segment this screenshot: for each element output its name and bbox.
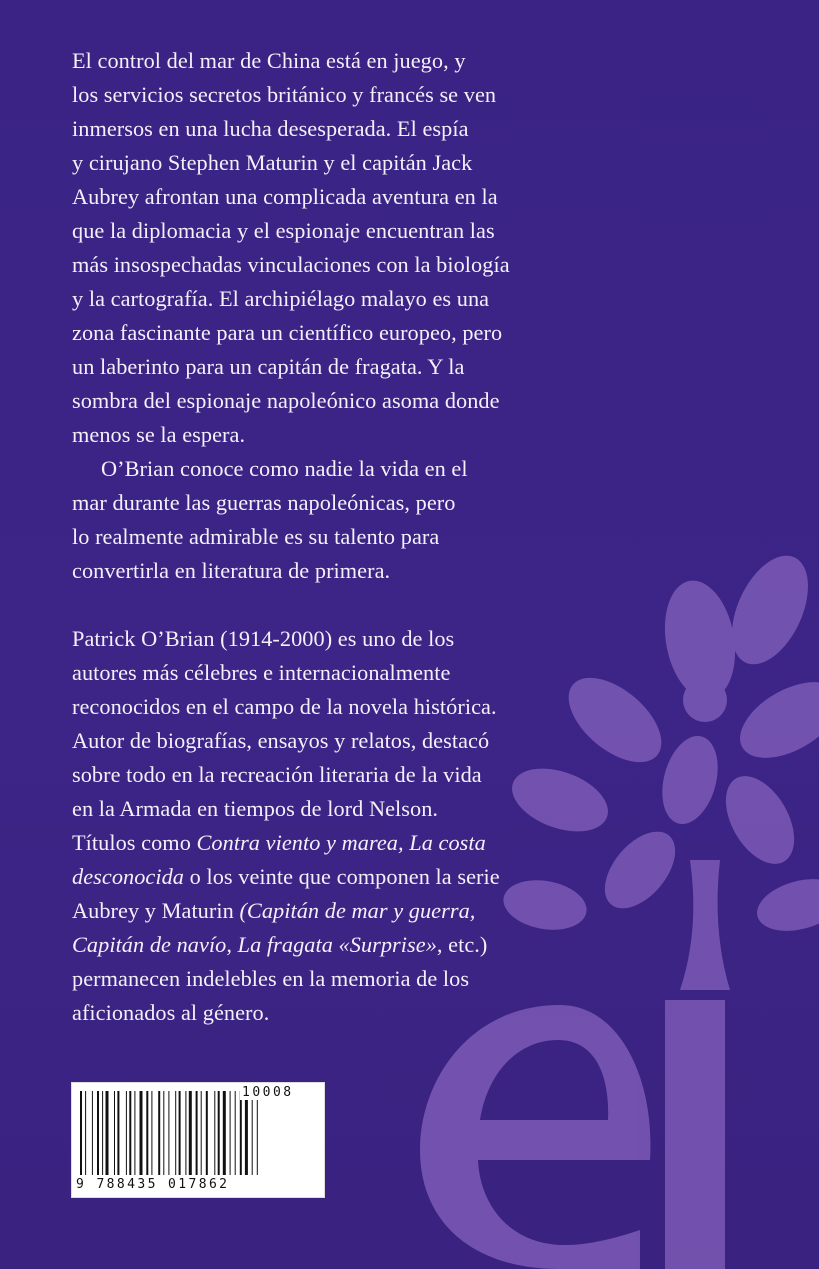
text-line: Capitán de navío, La fragata «Surprise», etc.) <box>72 932 488 957</box>
barcode-bar <box>218 1091 220 1175</box>
barcode-bar <box>80 1091 82 1175</box>
text-line: zona fascinante para un científico europeo, pero <box>72 320 503 345</box>
barcode-bar <box>134 1091 135 1175</box>
text-line: menos se la espera. <box>72 422 246 447</box>
barcode-bar <box>168 1091 169 1175</box>
text-line: lo realmente admirable es su talento para <box>72 524 440 549</box>
barcode-bar <box>117 1091 119 1175</box>
text-line: y la cartografía. El archipiélago malayo es una <box>72 286 490 311</box>
synopsis-paragraph-2 <box>72 452 792 588</box>
barcode-bar <box>146 1091 148 1175</box>
barcode-bar <box>201 1091 202 1175</box>
barcode-bar <box>196 1091 198 1175</box>
barcode-bar <box>185 1091 186 1175</box>
barcode-bar <box>85 1091 86 1175</box>
text-line: más insospechadas vinculaciones con la biología <box>72 252 510 277</box>
text-line: sobre todo en la recreación literaria de la vida <box>72 762 482 787</box>
barcode-bar <box>126 1091 127 1175</box>
synopsis-paragraph-1 <box>72 44 792 452</box>
barcode-bar <box>175 1091 176 1175</box>
barcode-bar <box>102 1091 103 1175</box>
barcode-bar <box>163 1091 164 1175</box>
barcode-bar <box>240 1091 242 1175</box>
author-bio <box>72 622 792 1030</box>
barcode-bar <box>92 1091 93 1175</box>
barcode-bar <box>223 1091 226 1175</box>
text-line: que la diplomacia y el espionaje encuentran las <box>72 218 495 243</box>
isbn-barcode <box>71 1082 325 1198</box>
text-line: desconocida o los veinte que componen la serie <box>72 864 500 889</box>
text-line: en la Armada en tiempos de lord Nelson. <box>72 796 439 821</box>
barcode-bar <box>158 1091 160 1175</box>
text-line: un laberinto para un capitán de fragata. Y la <box>72 354 465 379</box>
text-line: convertirla en literatura de primera. <box>72 558 391 583</box>
text-line: inmersos en una lucha desesperada. El espía <box>72 116 469 141</box>
barcode-bar <box>106 1091 109 1175</box>
text-line: mar durante las guerras napoleónicas, pero <box>72 490 456 515</box>
text-line: los servicios secretos británico y francés se ven <box>72 82 497 107</box>
text-line: Autor de biografías, ensayos y relatos, destacó <box>72 728 490 753</box>
barcode-bar <box>151 1091 152 1175</box>
text-line: reconocidos en el campo de la novela histórica. <box>72 694 497 719</box>
barcode-bar <box>230 1091 231 1175</box>
text-line: aficionados al género. <box>72 1000 270 1025</box>
barcode-bar <box>189 1091 192 1175</box>
barcode-bar <box>129 1091 131 1175</box>
barcode-bar <box>206 1091 208 1175</box>
barcode-top-code: 10008 <box>242 1085 294 1100</box>
text-line: sombra del espionaje napoleónico asoma donde <box>72 388 500 413</box>
barcode-bar <box>257 1091 258 1175</box>
text-line: Aubrey y Maturin (Capitán de mar y guerra, <box>72 898 476 923</box>
barcode-bar <box>140 1091 143 1175</box>
isbn-number: 9 788435 017862 <box>76 1177 230 1192</box>
text-line: autores más célebres e internacionalmente <box>72 660 451 685</box>
text-line: El control del mar de China está en juego, y <box>72 48 466 73</box>
barcode-bars <box>78 1091 318 1179</box>
barcode-bar <box>245 1091 248 1175</box>
barcode-bar <box>97 1091 99 1175</box>
barcode-bar <box>235 1091 236 1175</box>
barcode-bar <box>214 1091 215 1175</box>
barcode-bar <box>179 1091 181 1175</box>
text-line: permanecen indelebles en la memoria de los <box>72 966 470 991</box>
text-line: O’Brian conoce como nadie la vida en el <box>101 456 468 481</box>
text-line: Títulos como Contra viento y marea, La costa <box>72 830 486 855</box>
text-line: y cirujano Stephen Maturin y el capitán Jack <box>72 150 473 175</box>
barcode-bar <box>114 1091 115 1175</box>
text-line: Patrick O’Brian (1914-2000) es uno de los <box>72 626 455 651</box>
back-cover-text <box>72 44 792 1030</box>
text-line: Aubrey afrontan una complicada aventura en la <box>72 184 498 209</box>
barcode-bar <box>252 1091 253 1175</box>
